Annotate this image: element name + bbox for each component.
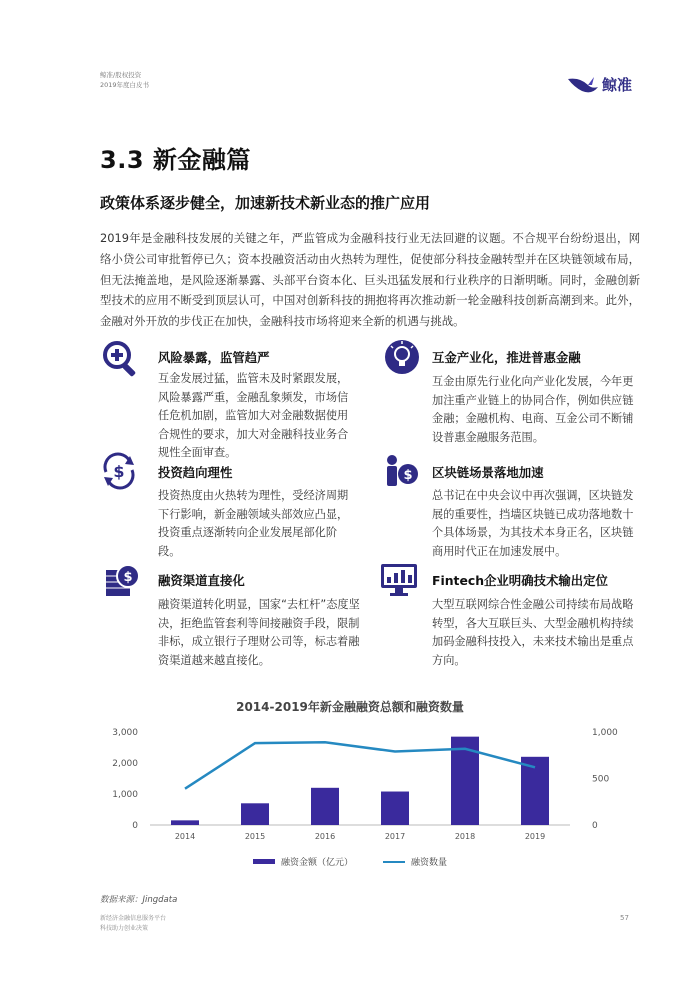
intro-paragraph: 2019年是金融科技发展的关键之年，严监管成为金融科技行业无法回避的议题。不合规平台纷纷退出，网络小贷公司审批暂停已久；资本投融资活动由火热转为理性，促使部分科技金融转型并在区块链领域布局，但无法掩盖地，是风险逐渐暴露、头部平台资本化、巨头迅猛发展和行业秩序的日渐明晰。同时，金融创新型技术的应用不断受到顶层认可，中国对创新科技的拥抱将再次推动新一轮金融科技创新高潮到来。此外，金融对外开放的步伐正在加快，金融科技市场将迎来全新的机遇与挑战。 — [100, 231, 640, 329]
chart-title: 2014-2019年新金融融资总额和融资数量 — [236, 700, 464, 714]
legend-line-swatch — [383, 861, 405, 863]
left-y-tick-label: 3,000 — [112, 728, 138, 738]
bar-amount — [171, 820, 199, 825]
feature-body: 投资热度由火热转为理性，受经济周期下行影响，新金融领域头部效应凸显，投资重点逐渐转向企业发展尾部化阶段。 — [158, 489, 349, 558]
feature-body: 互金发展过猛，监管未及时紧跟发展，风险暴露严重，金融乱象频发，市场信任危机加剧，监管加大对金融数据使用合规性的要求，加大对金融科技业务合规性全面审查。 — [158, 372, 349, 460]
money-stack-icon — [104, 562, 142, 600]
footer-text — [100, 914, 166, 934]
section-title: 3.3 新金融篇 — [100, 146, 251, 174]
brand-logo — [566, 70, 636, 98]
page-number: 57 — [620, 914, 629, 922]
feature-title: 区块链场景落地加速 — [432, 465, 544, 480]
x-tick-label: 2016 — [314, 832, 336, 841]
right-y-tick-label: 0 — [592, 821, 598, 831]
legend-label-amount: 融资金额（亿元） — [280, 858, 353, 868]
footer-line-1: 新经济金融信息服务平台 — [100, 915, 167, 922]
bar-amount — [241, 803, 269, 825]
chart-legend — [0, 855, 700, 868]
legend-bar-swatch — [253, 859, 275, 864]
logo-text: 鲸准 — [602, 75, 633, 94]
feature-title: 互金产业化，推进普惠金融 — [432, 350, 581, 365]
legend-item-amount — [253, 855, 353, 868]
legend-item-count — [383, 855, 447, 868]
left-y-tick-label: 2,000 — [112, 759, 138, 769]
subheading: 政策体系逐步健全，加速新技术新业态的推广应用 — [100, 194, 431, 212]
feature-body: 总书记在中央会议中再次强调，区块链发展的重要性，挡墙区块链已成功落地数十个具体场景，为其技术本身正名，区块链商用时代正在加速发展中。 — [432, 489, 634, 558]
x-tick-label: 2014 — [174, 832, 196, 841]
svg-text:$: $ — [123, 570, 133, 585]
feature-title: Fintech企业明确技术输出定位 — [432, 573, 608, 588]
feature-title: 投资趋向理性 — [158, 465, 233, 480]
header-line-2: 2019年度白皮书 — [100, 81, 150, 89]
whale-logo-icon — [566, 73, 600, 95]
header-line-1: 鲸准/股权投资 — [100, 71, 142, 79]
bar-amount — [381, 792, 409, 825]
person-dollar-icon — [382, 452, 420, 490]
feature-body: 融资渠道转化明显，国家“去杠杆”态度坚决，拒绝监管套利等间接融资手段，限制非标，成立银行子理财公司等，标志着融资渠道越来越直接化。 — [158, 598, 360, 667]
magnifier-plus-icon — [102, 340, 140, 378]
x-tick-label: 2018 — [454, 832, 476, 841]
svg-text:$: $ — [113, 462, 125, 481]
bar-amount — [311, 788, 339, 825]
svg-text:$: $ — [403, 468, 413, 483]
x-tick-label: 2015 — [244, 832, 266, 841]
legend-label-count: 融资数量 — [411, 858, 448, 868]
monitor-chart-icon — [380, 560, 418, 598]
x-tick-label: 2017 — [384, 832, 406, 841]
line-count-series — [185, 742, 535, 789]
feature-body: 大型互联网综合性金融公司持续布局战略转型，各大互联巨头、大型金融机构持续加码金融科技投入，未来技术输出是重点方向。 — [432, 598, 634, 667]
lightbulb-icon — [383, 338, 421, 376]
x-tick-label: 2019 — [524, 832, 546, 841]
dollar-cycle-icon — [100, 452, 138, 490]
footer-line-2: 科技助力创业决策 — [100, 925, 149, 932]
feature-title: 融资渠道直接化 — [158, 573, 245, 588]
left-y-tick-label: 0 — [132, 821, 138, 831]
right-y-tick-label: 500 — [592, 774, 610, 785]
data-source: 数据来源：Jingdata — [100, 895, 178, 905]
right-y-tick-label: 1,000 — [592, 728, 618, 738]
left-y-tick-label: 1,000 — [112, 790, 138, 800]
feature-body: 互金由原先行业化向产业化发展，今年更加注重产业链上的协同合作，例如供应链金融；金融机构、电商、互金公司不断铺设普惠金融服务范围。 — [432, 375, 634, 444]
feature-title: 风险暴露，监管趋严 — [158, 350, 270, 365]
header-meta — [100, 70, 149, 90]
